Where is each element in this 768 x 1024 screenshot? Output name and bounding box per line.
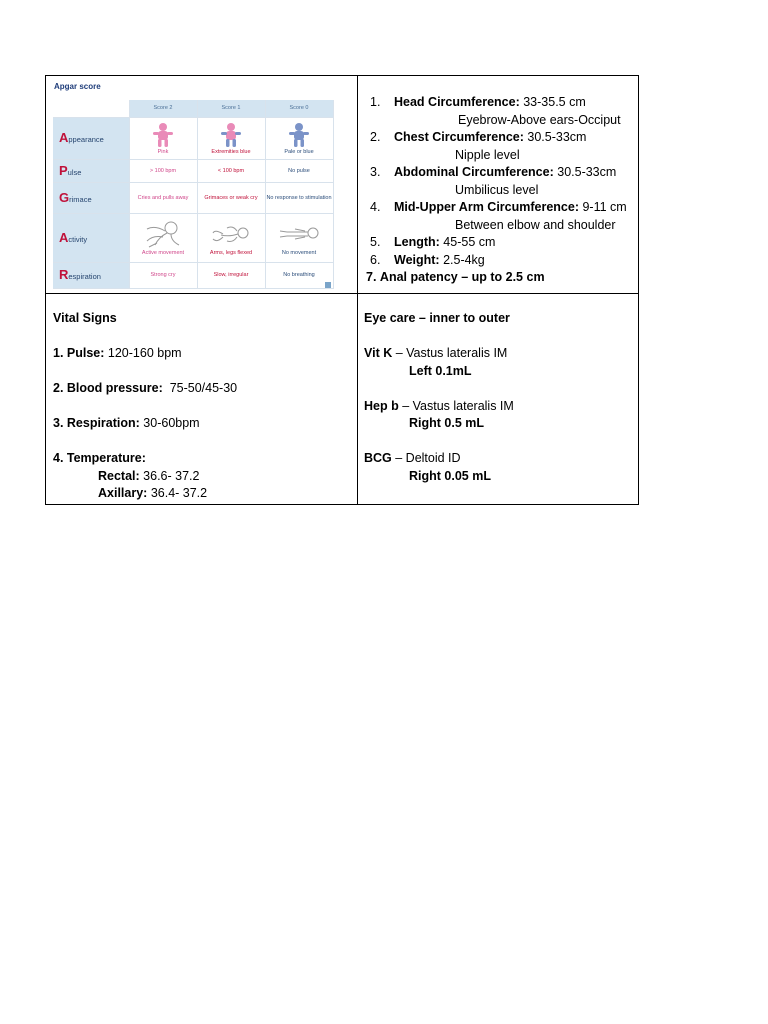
list-item-note: Between elbow and shoulder: [455, 217, 616, 232]
list-item: 3. Abdominal Circumference: 30.5-33cm: [370, 165, 617, 179]
apgar-title: Apgar score: [54, 82, 101, 91]
apgar-cell: Strong cry: [129, 263, 197, 289]
baby-mixed-icon: [220, 122, 242, 148]
apgar-criterion: Appearance: [53, 118, 129, 160]
apgar-cell: No breathing: [265, 263, 333, 289]
apgar-row-grimace: [53, 183, 333, 214]
list-item: 7. Anal patency – up to 2.5 cm: [366, 270, 545, 284]
axillary-line: Axillary: 36.4- 37.2: [98, 486, 208, 500]
vital-signs-section: [53, 310, 353, 503]
vitk-line: Vit K – Vastus lateralis IM: [364, 346, 508, 360]
apgar-cell: Active movement: [129, 214, 197, 263]
apgar-header-blank: [53, 100, 129, 118]
measurements-list: [366, 94, 640, 287]
apgar-score-figure: [51, 80, 333, 290]
apgar-cell: Pale or blue: [265, 118, 333, 160]
apgar-criterion: Respiration: [53, 263, 129, 289]
vitk-dose: Left 0.1mL: [409, 363, 472, 378]
apgar-header-score0: Score 0: [265, 100, 333, 118]
apgar-cell: < 100 bpm: [197, 160, 265, 183]
list-item-note: Nipple level: [455, 147, 520, 162]
apgar-criterion: Grimace: [53, 183, 129, 214]
row-divider: [46, 293, 638, 294]
apgar-cell: No response to stimulation: [265, 183, 333, 214]
section-title: Vital Signs: [53, 311, 117, 325]
newborn-care-section: [364, 310, 634, 485]
apgar-cell: Grimaces or weak cry: [197, 183, 265, 214]
respiration-line: 3. Respiration: 30-60bpm: [53, 416, 200, 430]
apgar-cell: Cries and pulls away: [129, 183, 197, 214]
list-item: 2. Chest Circumference: 30.5-33cm: [370, 130, 587, 144]
temperature-line: 4. Temperature:: [53, 451, 146, 465]
list-item: 6. Weight: 2.5-4kg: [370, 252, 485, 267]
list-item: 5. Length: 45-55 cm: [370, 235, 496, 249]
apgar-row-activity: [53, 214, 333, 263]
apgar-criterion: Pulse: [53, 160, 129, 183]
eye-care-line: Eye care – inner to outer: [364, 311, 510, 325]
apgar-criterion: Activity: [53, 214, 129, 263]
apgar-header-row: [53, 100, 333, 118]
baby-pink-icon: [152, 122, 174, 148]
baby-limp-icon: [277, 219, 321, 249]
baby-blue-icon: [288, 122, 310, 148]
bp-line: 2. Blood pressure: 75-50/45-30: [53, 381, 238, 395]
column-divider: [357, 76, 358, 504]
list-item-note: Eyebrow-Above ears-Occiput: [458, 112, 621, 127]
baby-active-icon: [141, 219, 185, 249]
apgar-cell: Pink: [129, 118, 197, 160]
apgar-table: [53, 100, 334, 289]
apgar-cell: Extremities blue: [197, 118, 265, 160]
apgar-header-score1: Score 1: [197, 100, 265, 118]
list-item: 4. Mid-Upper Arm Circumference: 9-11 cm: [370, 200, 627, 214]
apgar-cell: Arms, legs flexed: [197, 214, 265, 263]
apgar-cell: No movement: [265, 214, 333, 263]
bcg-line: BCG – Deltoid ID: [364, 451, 461, 465]
hepb-dose: Right 0.5 mL: [409, 416, 485, 430]
list-item-note: Umbilicus level: [455, 182, 539, 197]
list-item: 1. Head Circumference: 33-35.5 cm: [370, 95, 586, 109]
apgar-row-pulse: [53, 160, 333, 183]
apgar-cell: > 100 bpm: [129, 160, 197, 183]
apgar-header-score2: Score 2: [129, 100, 197, 118]
corner-mark-icon: [325, 282, 331, 288]
info-table: [45, 75, 639, 505]
rectal-line: Rectal: 36.6- 37.2: [98, 468, 200, 483]
apgar-cell: No pulse: [265, 160, 333, 183]
hepb-line: Hep b – Vastus lateralis IM: [364, 398, 514, 413]
baby-flexed-icon: [209, 219, 253, 249]
pulse-line: 1. Pulse: 120-160 bpm: [53, 346, 182, 360]
apgar-row-respiration: [53, 263, 333, 289]
apgar-cell: Slow, irregular: [197, 263, 265, 289]
bcg-dose: Right 0.05 mL: [409, 468, 491, 483]
apgar-row-appearance: [53, 118, 333, 160]
